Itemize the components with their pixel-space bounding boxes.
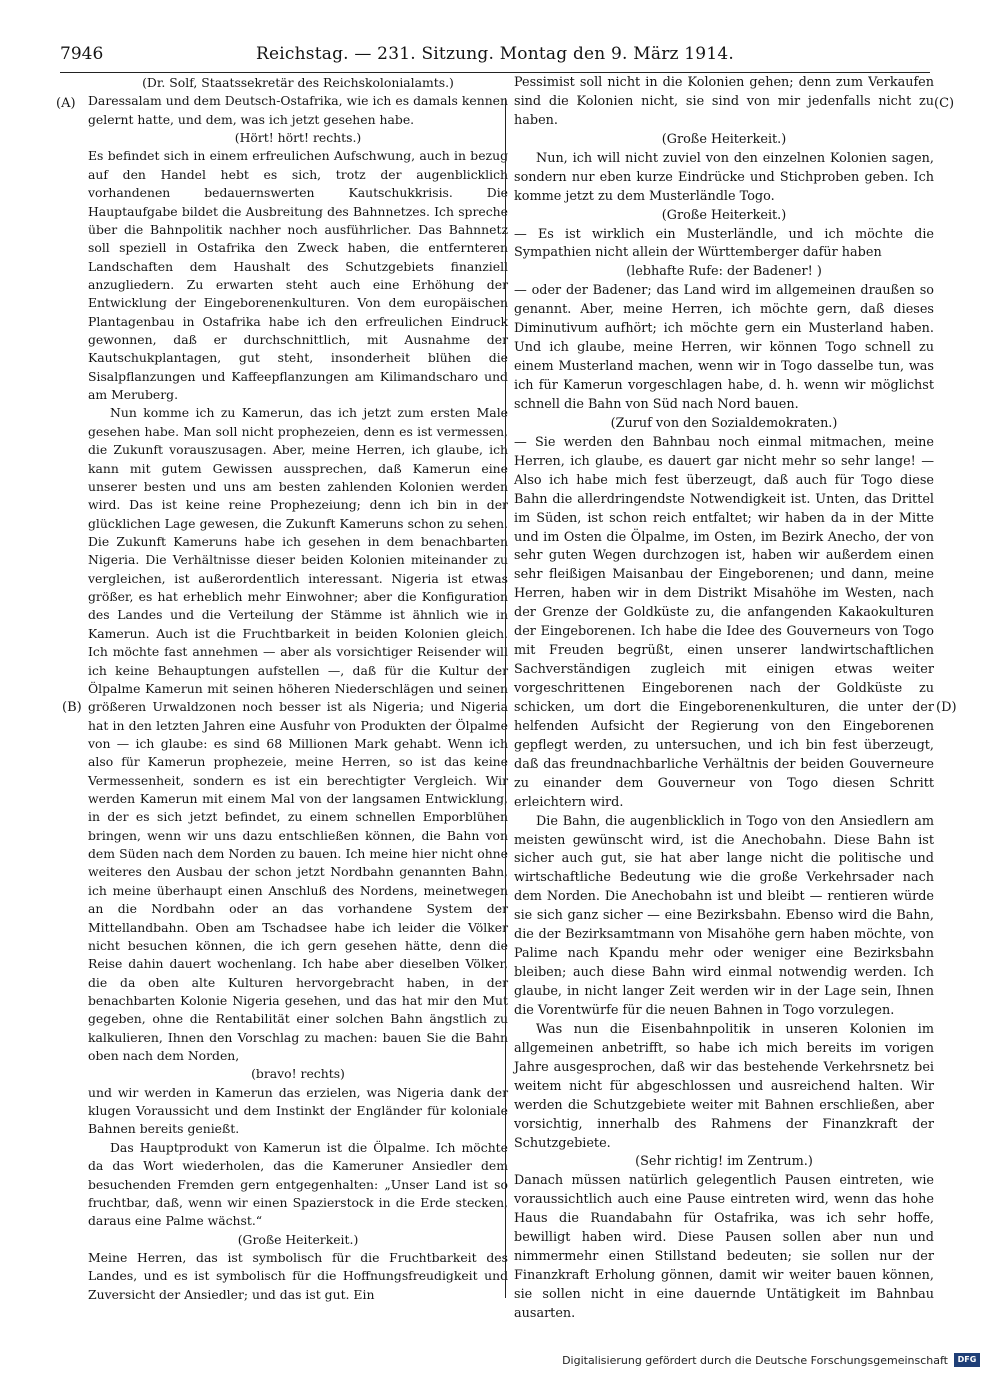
paragraph: Die Bahn, die augenblicklich in Togo von den Ansiedlern am meisten gewünscht wird, ist die Anechobahn. Diese Bahn ist sicher auch gut, sie hat aber lange nicht die politische und wirtschaftliche Bedeutung wie die große Verkehrsader nach dem Norden. Die Anechobahn ist und bleibt — rentieren würde sie sich ganz sicher — eine Bezirksbahn. Ebenso wird die Bahn, die der Bezirksamtmann von Misahöhe gern haben möchte, von Palime nach Kpandu mehr oder weniger eine Bezirksbahn bleiben; auch diese Bahn wird einmal notwendig werden. Ich glaube, in nicht langer Zeit werden wir in der Lage sein, Ihnen die Vorentwürfe für die neuen Bahnen in Togo vorzulegen. bbox=[514, 813, 934, 1018]
interjection: (Hört! hört! rechts.) bbox=[234, 130, 362, 146]
paragraph: Daressalam und dem Deutsch-Ostafrika, wie ich es damals kennen gelernt hatte, und dem, was ich jetzt gesehen habe. bbox=[88, 93, 508, 127]
interjection: (Dr. Solf, Staatssekretär des Reichskolonialamts.) bbox=[142, 75, 454, 90]
margin-mark-b: (B) bbox=[62, 700, 82, 715]
interjection: (Große Heiterkeit.) bbox=[661, 131, 787, 147]
footer-text: Digitalisierung gefördert durch die Deutsche Forschungsgemeinschaft bbox=[562, 1353, 948, 1367]
running-head: Reichstag. — 231. Sitzung. Montag den 9. März 1914. bbox=[256, 44, 734, 64]
paragraph: Nun komme ich zu Kamerun, das ich jetzt zum ersten Male gesehen habe. Man soll nicht prophezeien, denn es ist vermessen, die Zukunft vorauszusagen. Aber, meine Herren, ich glaube, ich kann mit gutem Gewissen aussprechen, daß Kamerun eine unserer besten und uns am besten zahlenden Kolonien werden wird. Das ist keine reine Prophezeiung; denn ich bin in der glücklichen Lage gewesen, die Zukunft Kameruns schon zu sehen. Die Zukunft Kameruns habe ich gesehen in dem benachbarten Nigeria. Die Verhältnisse dieser beiden Kolonien miteinander zu vergleichen, ist außerordentlich interessant. Nigeria ist etwas größer, es hat erheblich mehr Einwohner; aber die Konfiguration des Landes und die Verteilung der Stämme ist ähnlich wie in Kamerun. Auch ist die Fruchtbarkeit in beiden Kolonien gleich. Ich möchte fast annehmen — aber als vorsichtiger Reisender will ich keine Behauptungen aufstellen —, daß für die Kultur der Ölpalme Kamerun mit seinen höheren Niederschlägen und seinen größeren Urwaldzonen noch besser ist als Nigeria; und Nigeria hat in den letzten Jahren eine Ausfuhr von Produkten der Ölpalme von — ich glaube: es sind 68 Millionen Mark gehabt. Wenn ich also für Kamerun prophezeie, meine Herren, so ist das keine Vermessenheit, sondern es ist ein berechtigter Vergleich. Wir werden Kamerun mit einem Mal von der langsamen Entwicklung, in der es sich jetzt befindet, zu einem schnellen Emporblühen bringen, wenn wir uns dazu entschließen können, die Bahn von dem Süden nach dem Norden zu bauen. Ich meine hier nicht ohne weiteres den Ausbau der schon jetzt Nordbahn genannten Bahn, ich meine überhaupt einen Anschluß des Nordens, meinetwegen an die Nordbahn oder an das vorhandene System der Mittellandbahn. Oben am Tschadsee habe ich leider die Völker nicht besuchen können, die ich gern gesehen hätte, denn die Reise dahin dauert wochenlang. Ich habe aber dieselben Völker, die da oben alte Kulturen hervorgebracht haben, in der benachbarten Kolonie Nigeria gesehen, und das hat mir den Mut gegeben, ohne die Rentabilität einer solchen Bahn ängstlich zu kalkulieren, Ihnen den Vorschlag zu machen: bauen Sie die Bahn oben nach dem Norden, bbox=[88, 405, 508, 1064]
footer bbox=[562, 1353, 980, 1367]
interjection: (bravo! rechts) bbox=[251, 1066, 345, 1082]
margin-mark-c: (C) bbox=[934, 96, 955, 111]
paragraph: Pessimist soll nicht in die Kolonien gehen; denn zum Verkaufen sind die Kolonien nicht, sie sind von mir jedenfalls nicht zu haben. bbox=[514, 75, 934, 128]
interjection: (Sehr richtig! im Zentrum.) bbox=[635, 1154, 813, 1170]
left-column bbox=[88, 74, 508, 1304]
page-header bbox=[60, 40, 930, 73]
interjection: (Große Heiterkeit.) bbox=[661, 207, 787, 223]
paragraph: Meine Herren, das ist symbolisch für die Fruchtbarkeit des Landes, und es ist symbolisch für die Hoffnungsfreudigkeit und Zuversicht der Ansiedler; und das ist gut. Ein bbox=[88, 1250, 508, 1302]
paragraph: — Sie werden den Bahnbau noch einmal mitmachen, meine Herren, ich glaube, es dauert gar nicht mehr so sehr lange! — Also ich habe mich fest überzeugt, daß auch für Togo diese Bahn die allerdringendste Notwendigkeit ist. Unten, das Drittel im Süden, ist schon reich entfaltet; wir haben da in der Mitte und im Osten die Ölpalme, im Osten, im Bezirk Anecho, der von sehr guten Wegen durchzogen ist, haben wir außerdem einen sehr fleißigen Maisanbau der Eingeborenen; und dann, meine Herren, haben wir in dem Distrikt Misahöhe im Westen, nach der Grenze der Goldküste zu, die anfangenden Kakaokulturen der Eingeborenen. Ich habe die Idee des Gouverneurs von Togo mit Freuden begrüßt, einen unserer landwirtschaftlichen Sachverständigen zugleich mit einigen etwas weiter vorgeschrittenen Eingeborenen nach der Goldküste zu schicken, um dort die Eingeborenenkulturen, die unter der helfenden Aufsicht der Regierung von den Eingeborenen gepflegt werden, zu untersuchen, und ich bin fest überzeugt, daß das freundnachbarliche Verhältnis der beiden Gouverneure zu einander dem Gouverneur von Togo diesen Schritt erleichtern wird. bbox=[514, 434, 934, 810]
paragraph: — oder der Badener; das Land wird im allgemeinen draußen so genannt. Aber, meine Herren, ich möchte gern, daß dieses Diminutivum aufhört; ich möchte gern ein Musterland haben. Und ich glaube, meine Herren, wir können Togo schnell zu einem Musterland machen, wenn wir in Togo dasselbe tun, was ich für Kamerun vorgeschlagen habe, d. h. wenn wir möglichst schnell die Bahn von Süd nach Nord bauen. bbox=[514, 283, 934, 412]
margin-mark-d: (D) bbox=[936, 700, 957, 715]
right-column bbox=[514, 74, 934, 1324]
paragraph: und wir werden in Kamerun das erzielen, was Nigeria dank der klugen Voraussicht und dem Instinkt der Engländer für koloniale Bahnen bereits genießt. bbox=[88, 1084, 508, 1137]
column-divider bbox=[505, 98, 506, 1298]
paragraph: Es befindet sich in einem erfreulichen Aufschwung, auch in bezug auf den Handel hebt es sich, trotz der augenblicklich vorhandenen bedauernswerten Kautschukkrisis. Die Hauptaufgabe bildet die Ausbreitung des Bahnnetzes. Ich spreche über die Bahnpolitik nachher noch ausführlicher. Das Bahnnetz soll speziell in Ostafrika den Zweck haben, die entfernteren Landschaften dem Haushalt des Schutzgebiets finanziell anzugliedern. Zu erwarten steht auch eine Erhöhung der Entwicklung der Eingeborenenkulturen. Von dem europäischen Plantagenbau in Ostafrika habe ich den erfreulichen Eindruck gewonnen, daß er durchschnittlich, mit Ausnahme der Kautschukplantagen, gut steht, insonderheit blühen die Sisalpflanzungen und Kaffeepflanzungen am Kilimandscharo und am Meruberg. bbox=[88, 148, 508, 403]
paragraph: Das Hauptprodukt von Kamerun ist die Ölpalme. Ich möchte da das Wort wiederholen, das die Kameruner Ansiedler dem besuchenden Fremden gern entgegenhalten: „Unser Land ist so fruchtbar, daß, wenn wir einen Spazierstock in die Erde stecken, daraus eine Palme wächst.“ bbox=[88, 1139, 508, 1229]
page-number: 7946 bbox=[60, 44, 104, 64]
interjection: (lebhafte Rufe: der Badener! ) bbox=[626, 264, 822, 280]
paragraph: Danach müssen natürlich gelegentlich Pausen eintreten, wie voraussichtlich auch eine Pause eintreten wird, wenn das hohe Haus die Ruandabahn für Ostafrika, was ich sehr hoffe, bewilligt haben wird. Diese Pausen sollen aber nun und nimmermehr einen Stillstand bedeuten; sie sollen nur der Finanzkraft Erholung gönnen, damit wir weiter bauen können, sie sollen nicht in eine dauernde Untätigkeit im Bahnbau ausarten. bbox=[514, 1173, 934, 1321]
paragraph: — Es ist wirklich ein Musterländle, und ich möchte die Sympathien nicht allein der Württemberger dafür haben bbox=[514, 226, 934, 261]
paragraph: Was nun die Eisenbahnpolitik in unseren Kolonien im allgemeinen anbetrifft, so habe ich mich bereits im vorigen Jahre ausgesprochen, daß wir das bestehende Verkehrsnetz bei weitem nicht für abgeschlossen und ausreichend halten. Wir werden die Schutzgebiete weiter mit Bahnen erschließen, aber vorsichtig, innerhalb des Rahmens der Finanzkraft der Schutzgebiete. bbox=[514, 1021, 934, 1151]
paragraph: Nun, ich will nicht zuviel von den einzelnen Kolonien sagen, sondern nur eben kurze Eindrücke und Stichproben geben. Ich komme jetzt zu dem Musterländle Togo. bbox=[514, 150, 934, 204]
dfg-logo: DFG bbox=[954, 1353, 980, 1367]
interjection: (Zuruf von den Sozialdemokraten.) bbox=[610, 415, 838, 431]
margin-mark-a: (A) bbox=[56, 96, 76, 111]
interjection: (Große Heiterkeit.) bbox=[237, 1231, 359, 1247]
